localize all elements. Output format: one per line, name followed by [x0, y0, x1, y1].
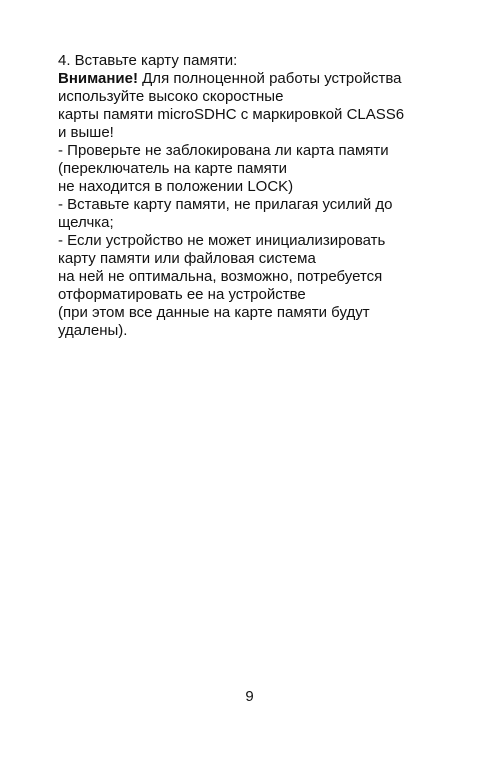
text-line: удалены). [58, 322, 128, 339]
warning-line [58, 70, 458, 88]
warning-text: Для полноценной работы устройства [137, 70, 402, 87]
text-line: (переключатель на карте памяти [58, 160, 288, 177]
page-number: 9 [245, 688, 254, 705]
text-line: карту памяти или файловая система [58, 250, 316, 267]
instruction-text [58, 52, 458, 340]
text-line: - Если устройство не может инициализировать [58, 232, 386, 249]
warning-label: Внимание! [58, 70, 138, 87]
text-line: отформатировать ее на устройстве [58, 286, 306, 303]
text-line: (при этом все данные на карте памяти будут [58, 304, 370, 321]
text-line: щелчка; [58, 214, 114, 231]
text-line: на ней не оптимальна, возможно, потребуется [58, 268, 383, 285]
step-heading: 4. Вставьте карту памяти: [58, 52, 238, 69]
text-line: и выше! [58, 124, 114, 141]
text-line: карты памяти microSDHC с маркировкой CLASS6 [58, 106, 405, 123]
text-line: - Проверьте не заблокирована ли карта памяти [58, 142, 389, 159]
text-line: - Вставьте карту памяти, не прилагая усилий до [58, 196, 393, 213]
text-line: не находится в положении LOCK) [58, 178, 294, 195]
text-line: используйте высоко скоростные [58, 88, 284, 105]
